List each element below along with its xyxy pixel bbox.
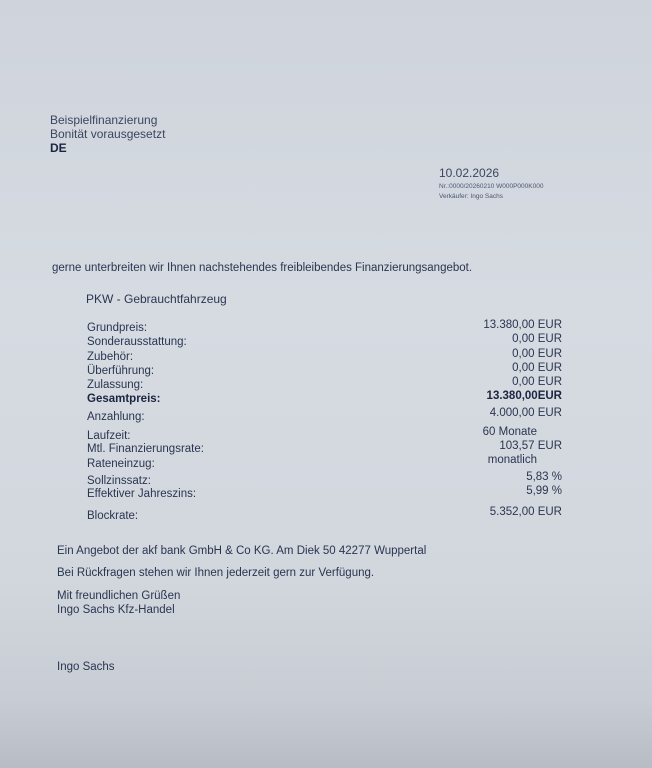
row-label-blockrate: Blockrate: — [87, 510, 139, 522]
company-line: Ingo Sachs Kfz-Handel — [57, 604, 175, 616]
row-value-ueberfuehrung: 0,00 EUR — [512, 362, 562, 374]
header-line-1: Beispielfinanzierung — [50, 113, 158, 127]
row-label-rate: Mtl. Finanzierungsrate: — [87, 443, 204, 455]
header-country: DE — [50, 141, 67, 155]
row-label-sonderausstattung: Sonderausstattung: — [87, 336, 187, 348]
row-value-effektivzins: 5,99 % — [526, 485, 562, 497]
row-label-rateneinzug: Rateneinzug: — [87, 458, 155, 470]
header-line-2: Bonität vorausgesetzt — [50, 127, 166, 141]
row-label-ueberfuehrung: Überführung: — [87, 365, 155, 377]
offer-bank-line: Ein Angebot der akf bank GmbH & Co KG. Am Diek 50 42277 Wuppertal — [57, 545, 427, 557]
signature-name: Ingo Sachs — [57, 661, 115, 673]
row-label-effektivzins: Effektiver Jahreszins: — [87, 488, 197, 500]
row-value-sonderausstattung: 0,00 EUR — [512, 333, 562, 345]
greeting-line: Mit freundlichen Grüßen — [57, 590, 181, 602]
row-label-sollzins: Sollzinssatz: — [87, 475, 151, 487]
offer-number: Nr.:0000/20260210 W000P000K000 — [439, 183, 544, 190]
row-value-gesamtpreis: 13.380,00EUR — [486, 390, 562, 402]
seller-name: Verkäufer: Ingo Sachs — [439, 193, 503, 200]
row-value-laufzeit: 60 Monate — [482, 426, 537, 438]
paper-shadow — [0, 700, 652, 768]
row-value-zulassung: 0,00 EUR — [512, 376, 562, 388]
row-value-rateneinzug: monatlich — [487, 454, 537, 466]
row-value-sollzins: 5,83 % — [526, 471, 562, 483]
row-value-anzahlung: 4.000,00 EUR — [489, 407, 562, 419]
vehicle-type: PKW - Gebrauchtfahrzeug — [86, 292, 227, 306]
row-value-zubehoer: 0,00 EUR — [512, 348, 562, 360]
intro-text: gerne unterbreiten wir Ihnen nachstehendes freibleibendes Finanzierungsangebot. — [52, 262, 473, 274]
row-value-grundpreis: 13.380,00 EUR — [483, 319, 562, 331]
row-label-gesamtpreis: Gesamtpreis: — [87, 393, 161, 405]
row-label-zubehoer: Zubehör: — [87, 351, 134, 363]
offer-date: 10.02.2026 — [439, 166, 500, 180]
row-value-blockrate: 5.352,00 EUR — [489, 506, 562, 518]
row-label-zulassung: Zulassung: — [87, 379, 144, 391]
questions-line: Bei Rückfragen stehen wir Ihnen jederzeit gern zur Verfügung. — [57, 567, 375, 579]
row-label-laufzeit: Laufzeit: — [87, 430, 131, 442]
row-label-anzahlung: Anzahlung: — [87, 411, 145, 423]
row-value-rate: 103,57 EUR — [499, 440, 562, 452]
row-label-grundpreis: Grundpreis: — [87, 322, 148, 334]
